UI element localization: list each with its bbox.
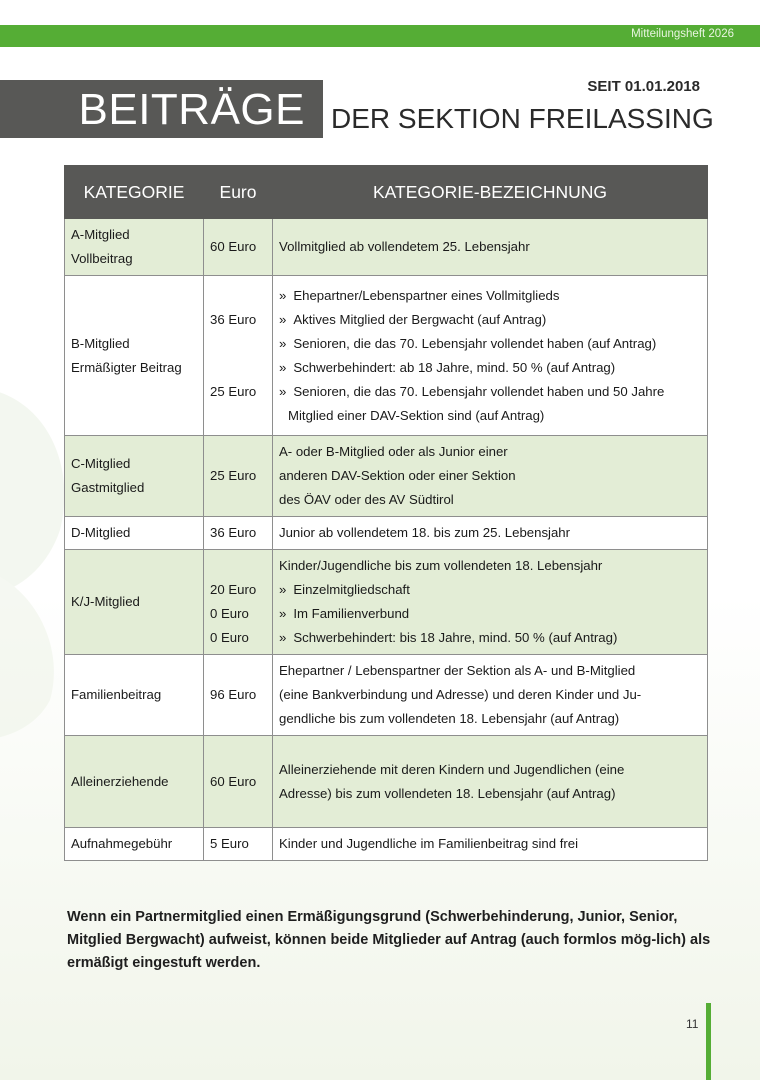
category-cell: D-Mitglied	[65, 517, 204, 550]
title-box	[0, 80, 323, 138]
column-header-euro: Euro	[204, 166, 273, 219]
description-cell	[273, 276, 708, 436]
publication-title: Mitteilungsheft 2026	[631, 28, 734, 40]
description-cell: Vollmitglied ab vollendetem 25. Lebensjahr	[273, 219, 708, 276]
table-header-row	[65, 166, 708, 219]
list-item: » Einzelmitgliedschaft	[279, 578, 701, 602]
amount-cell: 96 Euro	[204, 655, 273, 736]
table-row	[65, 655, 708, 736]
amount-cell: 25 Euro	[204, 436, 273, 517]
list-item: » Ehepartner/Lebenspartner eines Vollmitglieds	[279, 284, 701, 308]
table-row	[65, 219, 708, 276]
page-title: BEITRÄGE	[78, 85, 305, 134]
page-number: 11	[686, 1017, 699, 1031]
category-cell: K/J-Mitglied	[65, 550, 204, 655]
description-cell: A- oder B-Mitglied oder als Junior einer anderen DAV-Sektion oder einer Sektion des ÖAV oder des AV Südtirol	[273, 436, 708, 517]
amount-cell: 60 Euro	[204, 736, 273, 828]
category-cell: B-Mitglied Ermäßigter Beitrag	[65, 276, 204, 436]
table-row	[65, 550, 708, 655]
list-item: » Senioren, die das 70. Lebensjahr vollendet haben (auf Antrag)	[279, 332, 701, 356]
table-row	[65, 517, 708, 550]
column-header-description: KATEGORIE-BEZEICHNUNG	[273, 166, 708, 219]
list-item: » Im Familienverbund	[279, 602, 701, 626]
list-item-continuation: Mitglied einer DAV-Sektion sind (auf Antrag)	[288, 407, 545, 423]
page-accent-bar	[706, 1003, 711, 1080]
description-cell: Kinder/Jugendliche bis zum vollendeten 18. Lebensjahr » Einzelmitgliedschaft » Im Familienverbund » Schwerbehindert: bis 18 Jahre, mind. 50 % (auf Antrag)	[273, 550, 708, 655]
list-item: » Aktives Mitglied der Bergwacht (auf Antrag)	[279, 308, 701, 332]
list-item: » Schwerbehindert: ab 18 Jahre, mind. 50 % (auf Antrag)	[279, 356, 701, 380]
category-cell: A-Mitglied Vollbeitrag	[65, 219, 204, 276]
amount-cell: 60 Euro	[204, 219, 273, 276]
table-row	[65, 436, 708, 517]
footnote-paragraph: Wenn ein Partnermitglied einen Ermäßigungsgrund (Schwerbehinderung, Junior, Senior, Mitglied Bergwacht) aufweist, können beide Mitglieder auf Antrag (auch formlos mög-lich) als ermäßigt eingestuft werden.	[67, 909, 711, 971]
list-item: » Schwerbehindert: bis 18 Jahre, mind. 50 % (auf Antrag)	[279, 626, 701, 650]
category-cell: Familienbeitrag	[65, 655, 204, 736]
table-row	[65, 828, 708, 861]
amount-cell: 5 Euro	[204, 828, 273, 861]
description-cell: Alleinerziehende mit deren Kindern und Jugendlichen (eine Adresse) bis zum vollendeten 18. Lebensjahr (auf Antrag)	[273, 736, 708, 828]
table-row	[65, 276, 708, 436]
fee-table	[64, 165, 708, 861]
amount-cell: 36 Euro	[204, 517, 273, 550]
description-cell: Ehepartner / Lebenspartner der Sektion als A- und B-Mitglied (eine Bankverbindung und Adresse) und deren Kinder und Ju- gendliche bis zum vollendeten 18. Lebensjahr (auf Antrag)	[273, 655, 708, 736]
description-cell: Kinder und Jugendliche im Familienbeitrag sind frei	[273, 828, 708, 861]
description-cell: Junior ab vollendetem 18. bis zum 25. Lebensjahr	[273, 517, 708, 550]
amount-cell: 20 Euro 0 Euro 0 Euro	[204, 550, 273, 655]
amount-cell: 36 Euro 25 Euro	[204, 276, 273, 436]
header-bar	[0, 25, 760, 47]
category-cell: Aufnahmegebühr	[65, 828, 204, 861]
table-row	[65, 736, 708, 828]
list-item: » Senioren, die das 70. Lebensjahr vollendet haben und 50 Jahre	[279, 380, 701, 404]
effective-date: SEIT 01.01.2018	[587, 78, 700, 95]
page-subtitle: DER SEKTION FREILASSING	[331, 103, 714, 134]
category-cell: Alleinerziehende	[65, 736, 204, 828]
column-header-category: KATEGORIE	[65, 166, 204, 219]
category-cell: C-Mitglied Gastmitglied	[65, 436, 204, 517]
